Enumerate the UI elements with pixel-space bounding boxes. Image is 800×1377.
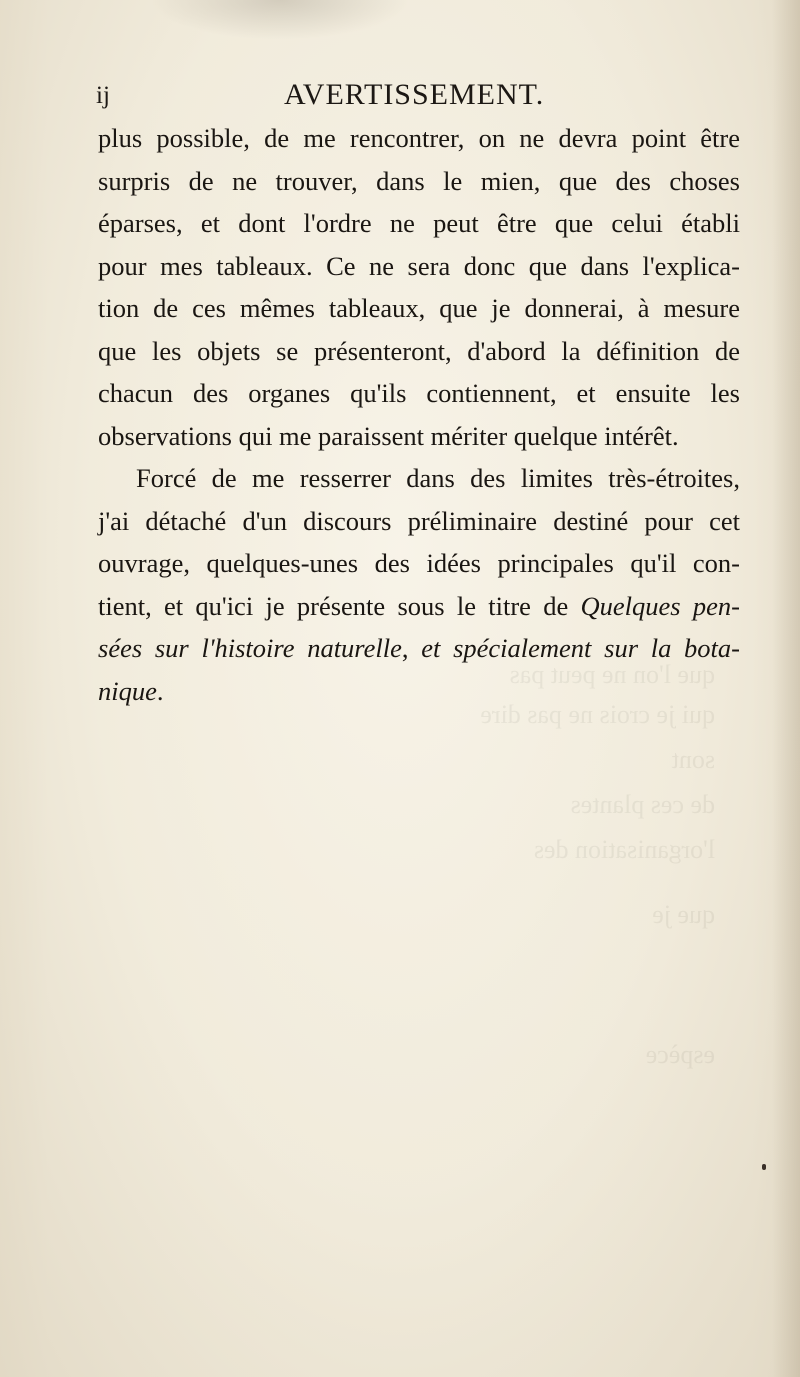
text-line: j'ai détaché d'un discours préliminaire destiné pour cet xyxy=(98,505,740,536)
text-line xyxy=(98,670,740,713)
page-title: AVERTISSEMENT. xyxy=(284,78,545,111)
text-line: ouvrage, quelques-unes des idées principales qu'il con- xyxy=(98,548,740,578)
running-head xyxy=(96,78,736,114)
text-line xyxy=(98,627,740,670)
text-line: observations qui me paraissent mériter quelque intérêt. xyxy=(98,420,679,451)
bleed-through-line: sont xyxy=(671,745,715,774)
text-line: chacun des organes qu'ils contiennent, et ensuite les xyxy=(98,378,740,408)
roman-text: tient, et qu'ici je présente sous le titre de xyxy=(98,590,581,621)
roman-text: . xyxy=(156,675,164,706)
text-line: plus possible, de me rencontrer, on ne devra point être xyxy=(98,123,740,153)
bleed-through-line: que l'on ne peut pas xyxy=(509,660,715,689)
body-text xyxy=(98,117,740,712)
bleed-through-line: de ces plantes xyxy=(570,790,715,819)
page-number: ij xyxy=(96,82,110,109)
paragraph-start-line: Forcé de me resserrer dans des limites très-étroites, xyxy=(136,463,740,493)
italic-title-text: nique xyxy=(98,675,157,706)
text-line: pour mes tableaux. Ce ne sera donc que dans l'explica- xyxy=(98,250,740,281)
italic-title-text: Quelques pen- xyxy=(580,590,740,621)
roman-text: , xyxy=(401,633,422,663)
page-stain xyxy=(150,0,410,40)
text-line: que les objets se présenteront, d'abord la définition de xyxy=(98,335,740,366)
page-edge-shadow xyxy=(772,0,800,1377)
text-line: tion de ces mêmes tableaux, que je donnerai, à mesure xyxy=(98,293,740,323)
italic-title-text: et spécialement sur la bota- xyxy=(421,633,740,663)
ink-speck xyxy=(762,1164,766,1170)
bleed-through-line: l'organisation des xyxy=(533,835,715,864)
text-line: éparses, et dont l'ordre ne peut être que celui établi xyxy=(98,208,740,238)
italic-title-text: sées sur l'histoire naturelle xyxy=(98,633,402,663)
text-line xyxy=(98,585,740,628)
bleed-through-line: espèce xyxy=(645,1040,715,1069)
text-line: surpris de ne trouver, dans le mien, que des choses xyxy=(98,165,740,196)
bleed-through-line: que je xyxy=(652,900,715,929)
bleed-through-line: qui je crois ne pas dire xyxy=(480,700,715,729)
